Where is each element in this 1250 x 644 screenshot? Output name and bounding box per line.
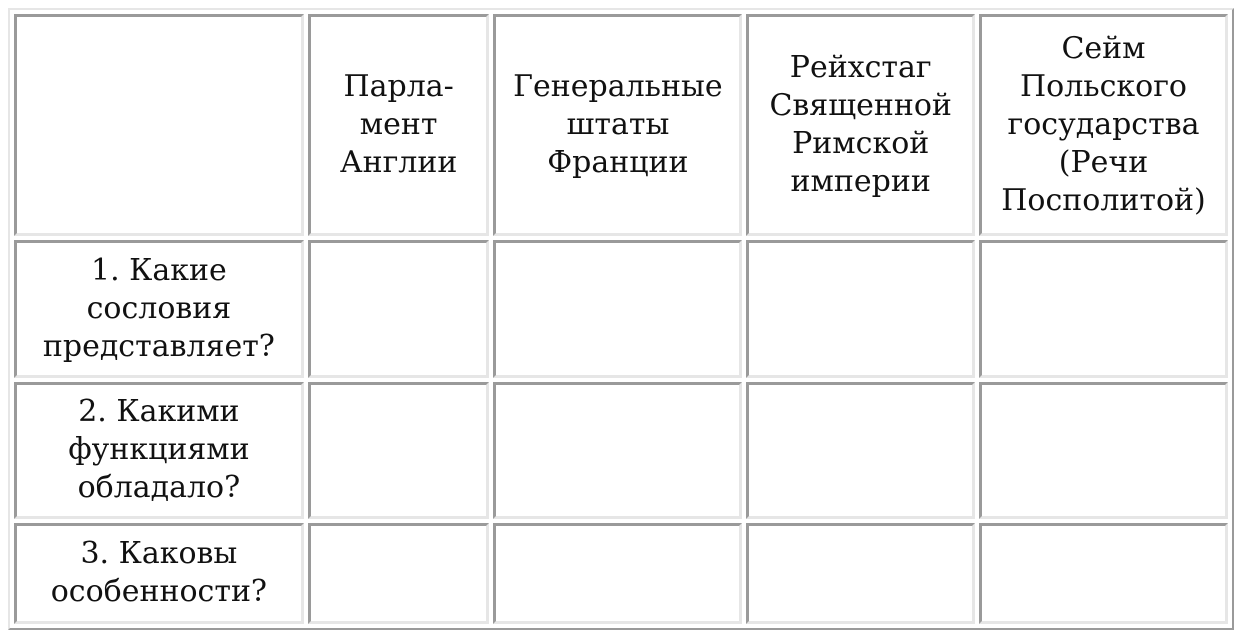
answer-cell[interactable]	[746, 523, 975, 624]
answer-cell[interactable]	[308, 523, 490, 624]
answer-cell[interactable]	[979, 523, 1228, 624]
table-row	[14, 382, 1228, 519]
comparison-table-frame	[8, 8, 1234, 630]
answer-cell[interactable]	[493, 240, 742, 377]
answer-cell[interactable]	[493, 523, 742, 624]
answer-cell[interactable]	[979, 240, 1228, 377]
answer-cell[interactable]	[308, 240, 490, 377]
header-cell-hre-reichstag: Рейхстаг Священной Римской империи	[746, 14, 975, 236]
comparison-table	[10, 10, 1232, 628]
table-header-row	[14, 14, 1228, 236]
answer-cell[interactable]	[493, 382, 742, 519]
header-cell-polish-sejm: Сейм Польского государства (Речи Посполитой)	[979, 14, 1228, 236]
answer-cell[interactable]	[746, 382, 975, 519]
answer-cell[interactable]	[746, 240, 975, 377]
table-row	[14, 523, 1228, 624]
header-cell-empty	[14, 14, 304, 236]
table-row	[14, 240, 1228, 377]
answer-cell[interactable]	[979, 382, 1228, 519]
answer-cell[interactable]	[308, 382, 490, 519]
header-cell-france-estates-general: Генеральные штаты Франции	[493, 14, 742, 236]
question-cell-estates: 1. Какие сословия представляет?	[14, 240, 304, 377]
header-cell-england-parliament: Парла- мент Англии	[308, 14, 490, 236]
question-cell-features: 3. Каковы особенности?	[14, 523, 304, 624]
question-cell-functions: 2. Какими функциями обладало?	[14, 382, 304, 519]
